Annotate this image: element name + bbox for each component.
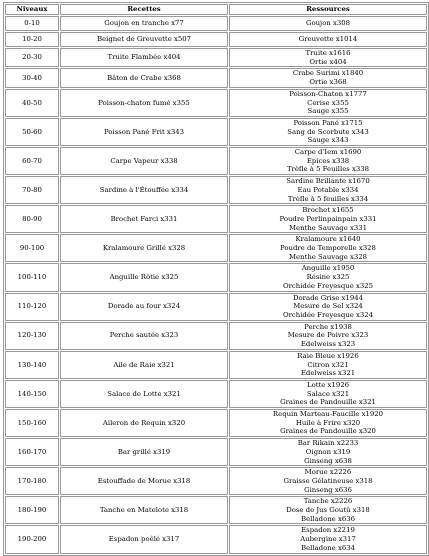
resource-item: Dorade Grise x1944	[293, 293, 363, 302]
table-body	[5, 16, 427, 554]
resources-cell	[229, 176, 427, 204]
resources-cell	[229, 263, 427, 291]
table-row	[5, 147, 427, 175]
resources-cell	[229, 525, 427, 553]
resource-item: Résine x325	[306, 273, 350, 282]
resource-item: Menthe Sauvage x328	[288, 252, 368, 261]
header-ressources: Ressources	[229, 4, 427, 15]
recipe-cell: Poisson-chaton fumé x355	[60, 89, 228, 117]
table-row	[5, 205, 427, 233]
recipe-cell: Salace de Lotte x321	[60, 380, 228, 408]
recipe-cell: Espadon poêlé x317	[60, 525, 228, 553]
resource-item: Oignon x319	[305, 447, 351, 456]
table-row	[5, 351, 427, 379]
resources-cell	[229, 467, 427, 495]
table-row	[5, 263, 427, 291]
resource-item: Mesure de Sel x324	[293, 302, 363, 311]
resource-item: Mesure de Poivre x323	[287, 331, 369, 340]
resource-item: Orchidée Freyesque x325	[282, 281, 374, 290]
recipe-cell: Aileron de Requin x320	[60, 409, 228, 437]
resources-cell	[229, 32, 427, 47]
resource-item: Salace x321	[306, 389, 350, 398]
level-cell: 90-100	[5, 234, 59, 262]
resource-item: Sardine Brillante x1670	[286, 177, 370, 186]
resources-cell	[229, 409, 427, 437]
resource-item: Trèfle à 5 Feuilles x338	[286, 165, 370, 174]
recipe-cell: Goujon en tranche x77	[60, 16, 228, 31]
table-row	[5, 496, 427, 524]
recipe-cell: Sardine à l'Étouffée x334	[60, 176, 228, 204]
table-row	[5, 467, 427, 495]
resource-item: Sang de Scorbute x343	[287, 127, 369, 136]
level-cell: 10-20	[5, 32, 59, 47]
resource-item: Tanche x2226	[303, 497, 353, 506]
resource-item: Huile à Frire x320	[295, 418, 361, 427]
recipe-cell: Bar grillé x319	[60, 438, 228, 466]
recipe-cell: Anguille Rôtie x325	[60, 263, 228, 291]
table-row	[5, 89, 427, 117]
table-row	[5, 48, 427, 67]
recipe-cell: Kralamoure Grillé x328	[60, 234, 228, 262]
table-row	[5, 176, 427, 204]
resource-item: Dose de Jus Goutû x318	[286, 506, 370, 515]
resources-cell	[229, 48, 427, 67]
resource-item: Requin Marteau-Faucille x1920	[272, 410, 384, 419]
resource-item: Trèfle à 5 feuilles x334	[287, 194, 369, 203]
recipe-cell: Carpe Vapeur x338	[60, 147, 228, 175]
recipe-cell: Estouffade de Morue x318	[60, 467, 228, 495]
level-cell: 70-80	[5, 176, 59, 204]
resource-item: Ortie x404	[309, 57, 347, 66]
level-cell: 160-170	[5, 438, 59, 466]
resource-item: Carpe d'Iem x1690	[294, 148, 362, 157]
level-cell: 120-130	[5, 322, 59, 350]
resource-item: Edelweiss x321	[300, 369, 356, 378]
resource-item: Ginseng x636	[304, 485, 352, 494]
level-cell: 150-160	[5, 409, 59, 437]
resource-item: Raie Bleue x1926	[297, 351, 359, 360]
resource-item: Poudre de Temporelle x328	[280, 244, 376, 253]
table-row	[5, 118, 427, 146]
resource-item: Belladone x634	[301, 543, 355, 552]
resource-item: Anguille x1950	[301, 264, 355, 273]
resources-cell	[229, 16, 427, 31]
table-header-row	[5, 4, 427, 15]
recipe-cell: Perche sautée x323	[60, 322, 228, 350]
resource-item: Graisse Gélatineuse x318	[283, 476, 373, 485]
table-row	[5, 16, 427, 31]
resources-cell	[229, 89, 427, 117]
resources-cell	[229, 293, 427, 321]
resource-item: Brochet x1655	[302, 206, 354, 215]
resources-cell	[229, 322, 427, 350]
resource-item: Poudre Perlinpainpain x331	[279, 214, 377, 223]
resource-item: Citron x321	[307, 360, 349, 369]
recipe-cell: Bâton de Crabe x368	[60, 68, 228, 87]
resource-item: Espadon x2219	[301, 526, 355, 535]
level-cell: 30-40	[5, 68, 59, 87]
level-cell: 100-110	[5, 263, 59, 291]
resource-item: Eau Potable x334	[297, 185, 359, 194]
resource-item: Menthe Sauvage x331	[288, 223, 368, 232]
table-row	[5, 322, 427, 350]
resource-item: Perche x1938	[304, 322, 352, 331]
recipes-table	[3, 2, 429, 556]
resource-item: Crabe Surimi x1840	[292, 69, 364, 78]
table-row	[5, 68, 427, 87]
resources-cell	[229, 118, 427, 146]
level-cell: 60-70	[5, 147, 59, 175]
resource-item: Sauge x343	[307, 136, 349, 145]
level-cell: 0-10	[5, 16, 59, 31]
resources-cell	[229, 68, 427, 87]
resource-item: Ginseng x638	[304, 456, 352, 465]
table-row	[5, 438, 427, 466]
resource-item: Belladone x636	[301, 514, 355, 523]
table-row	[5, 409, 427, 437]
resource-item: Greuvette x1014	[298, 35, 358, 44]
recipe-cell: Tanche en Matelote x318	[60, 496, 228, 524]
resource-item: Graines de Pandouille x320	[280, 427, 376, 436]
resources-cell	[229, 147, 427, 175]
resource-item: Sauge x355	[307, 107, 349, 116]
level-cell: 180-190	[5, 496, 59, 524]
table-row	[5, 380, 427, 408]
resource-item: Poisson-Chaton x1777	[289, 89, 367, 98]
level-cell: 80-90	[5, 205, 59, 233]
recipe-cell: Poisson Pané Frit x343	[60, 118, 228, 146]
recipe-cell: Truite Flambée x404	[60, 48, 228, 67]
resources-cell	[229, 351, 427, 379]
resource-item: Kralamoure x1640	[295, 235, 361, 244]
resource-item: Bar Rikain x2233	[297, 439, 359, 448]
table-row	[5, 234, 427, 262]
resources-cell	[229, 380, 427, 408]
resource-item: Edelweiss x323	[300, 340, 356, 349]
resource-item: Goujon x308	[305, 19, 351, 28]
table-row	[5, 525, 427, 553]
header-recettes: Recettes	[60, 4, 228, 15]
resource-item: Cerise x355	[307, 98, 349, 107]
resource-item: Aubergine x317	[300, 535, 356, 544]
level-cell: 130-140	[5, 351, 59, 379]
recipe-cell: Dorade au four x324	[60, 293, 228, 321]
level-cell: 110-120	[5, 293, 59, 321]
resource-item: Epices x338	[306, 156, 350, 165]
resources-cell	[229, 438, 427, 466]
recipe-cell: Aile de Raie x321	[60, 351, 228, 379]
table-row	[5, 293, 427, 321]
level-cell: 40-50	[5, 89, 59, 117]
resource-item: Lotte x1926	[307, 380, 349, 389]
resources-cell	[229, 496, 427, 524]
recipe-cell: Beignet de Greuvette x507	[60, 32, 228, 47]
resource-item: Ortie x368	[309, 78, 347, 87]
resource-item: Orchidée Freyesque x324	[282, 310, 374, 319]
resource-item: Morue x2226	[304, 468, 352, 477]
level-cell: 140-150	[5, 380, 59, 408]
level-cell: 20-30	[5, 48, 59, 67]
resource-item: Truite x1616	[305, 49, 351, 57]
level-cell: 170-180	[5, 467, 59, 495]
header-niveaux: Niveaux	[5, 4, 59, 15]
resource-item: Poisson Pané x1715	[293, 118, 363, 127]
resources-cell	[229, 234, 427, 262]
level-cell: 190-200	[5, 525, 59, 553]
recipe-cell: Brochet Farci x331	[60, 205, 228, 233]
level-cell: 50-60	[5, 118, 59, 146]
resources-cell	[229, 205, 427, 233]
resource-item: Graines de Pandouille x321	[280, 398, 376, 407]
table-row	[5, 32, 427, 47]
